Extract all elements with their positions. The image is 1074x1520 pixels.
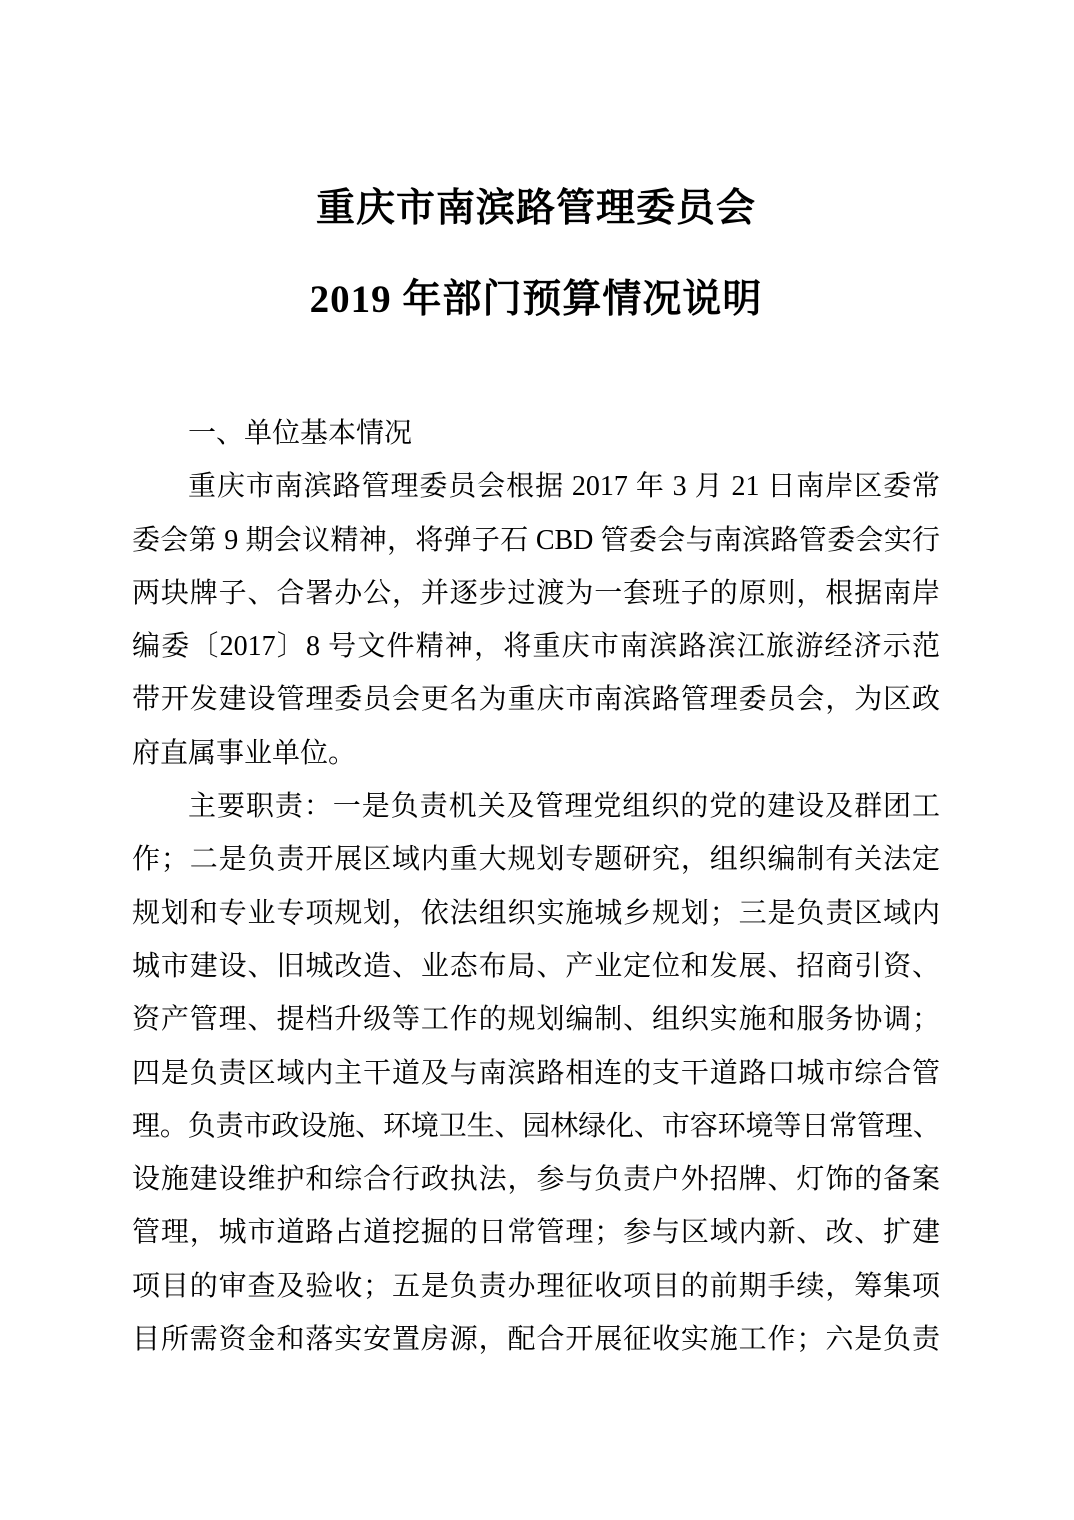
paragraph-line: 府直属事业单位。: [132, 737, 357, 769]
paragraph-line: 理。负责市政设施、环境卫生、园林绿化、市容环境等日常管理、: [132, 1110, 940, 1142]
paragraph-line: 作；二是负责开展区域内重大规划专题研究，组织编制有关法定: [132, 844, 940, 876]
paragraph-line: 项目的审查及验收；五是负责办理征收项目的前期手续，筹集项: [132, 1270, 940, 1302]
paragraph-line: 资产管理、提档升级等工作的规划编制、组织实施和服务协调；: [132, 1004, 940, 1036]
document-body: [132, 407, 940, 1366]
document-title-line1: 重庆市南滨路管理委员会: [315, 187, 756, 230]
paragraph-line: 四是负责区域内主干道及与南滨路相连的支干道路口城市综合管: [132, 1057, 940, 1089]
document-title-line2: 2019 年部门预算情况说明: [309, 278, 763, 321]
paragraph-line: 两块牌子、合署办公，并逐步过渡为一套班子的原则，根据南岸: [132, 577, 940, 609]
paragraph-line: 目所需资金和落实安置房源，配合开展征收实施工作；六是负责: [132, 1324, 940, 1356]
paragraph-line: 重庆市南滨路管理委员会根据 2017 年 3 月 21 日南岸区委常: [188, 471, 940, 503]
paragraph-line: 带开发建设管理委员会更名为重庆市南滨路管理委员会，为区政: [132, 684, 940, 716]
paragraph-line: 城市建设、旧城改造、业态布局、产业定位和发展、招商引资、: [132, 950, 940, 982]
paragraph-line: 设施建设维护和综合行政执法，参与负责户外招牌、灯饰的备案: [132, 1164, 940, 1196]
paragraph-line: 委会第 9 期会议精神，将弹子石 CBD 管委会与南滨路管委会实行: [132, 524, 940, 556]
paragraph-line: 主要职责：一是负责机关及管理党组织的党的建设及群团工: [188, 791, 940, 823]
paragraph-line: 规划和专业专项规划，依法组织实施城乡规划；三是负责区域内: [132, 897, 940, 929]
section-heading: 一、单位基本情况: [188, 418, 413, 449]
paragraph-line: 编委〔2017〕8 号文件精神，将重庆市南滨路滨江旅游经济示范: [132, 631, 940, 663]
paragraph-line: 管理，城市道路占道挖掘的日常管理；参与区域内新、改、扩建: [132, 1217, 940, 1249]
